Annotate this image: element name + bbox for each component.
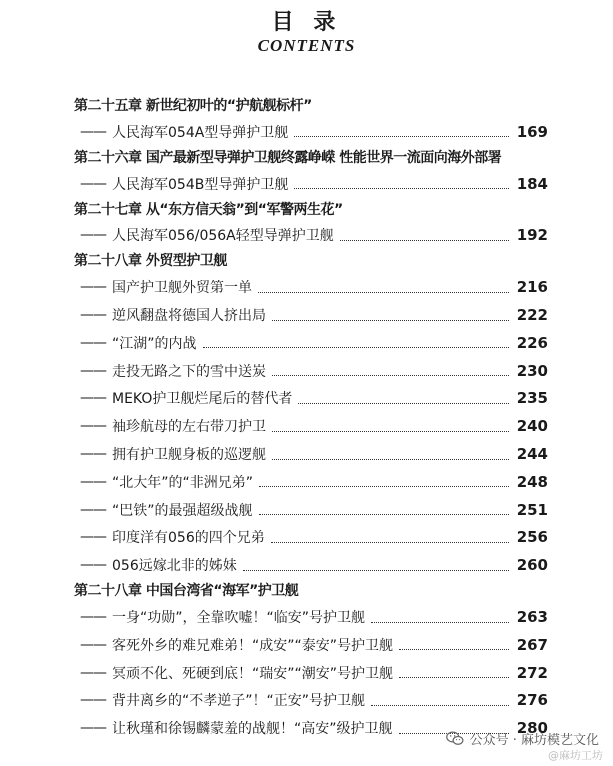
- page-title: 目 录: [271, 10, 342, 35]
- entry-title: 一身“功勋”，全靠吹嘘！“临安”号护卫舰: [112, 610, 366, 627]
- entry-dash: ——: [80, 446, 106, 463]
- entry-dash: ——: [80, 175, 106, 192]
- chapter-heading: 第二十八章 外贸型护卫舰: [74, 253, 227, 270]
- entry-title: 人民海军056/056A轻型导弹护卫舰: [112, 228, 334, 245]
- entry-dash: ——: [80, 362, 106, 379]
- entry-dash: ——: [80, 529, 106, 546]
- entry-dash: ——: [80, 390, 106, 407]
- dot-leader: [271, 542, 509, 543]
- dot-leader: [298, 403, 508, 404]
- dot-leader: [371, 705, 509, 706]
- dot-leader: [272, 459, 509, 460]
- dot-leader: [294, 136, 508, 137]
- page-number: 244: [516, 445, 548, 464]
- entry-title: 逆风翻盘将德国人挤出局: [112, 308, 266, 325]
- entry-dash: ——: [80, 279, 106, 296]
- entry-dash: ——: [80, 227, 106, 244]
- entry-dash: ——: [80, 501, 106, 518]
- page-number: 169: [516, 122, 548, 141]
- watermark-text: 公众号 · 麻坊模艺文化: [469, 733, 599, 748]
- toc-entry: [80, 468, 548, 496]
- watermark: [446, 729, 599, 748]
- entry-title: 人民海军054B型导弹护卫舰: [112, 176, 289, 193]
- page-number: 235: [516, 389, 548, 408]
- toc-entry: [80, 659, 548, 687]
- toc-entry: [80, 524, 548, 552]
- entry-title: MEKO护卫舰烂尾后的替代者: [112, 391, 293, 408]
- entry-title: 冥顽不化、死硬到底！“瑞安”“潮安”号护卫舰: [112, 665, 394, 682]
- entry-title: “北大年”的“非洲兄弟”: [112, 474, 254, 491]
- weibo-watermark: @麻坊工坊: [548, 749, 603, 762]
- toc-entry: [80, 273, 548, 301]
- chapter-heading: 第二十七章 从“东方信天翁”到“军警两生花”: [74, 201, 343, 218]
- dot-leader: [399, 677, 509, 678]
- page-number: 280: [516, 719, 548, 738]
- toc-entry: [80, 329, 548, 357]
- entry-title: 走投无路之下的雪中送炭: [112, 363, 266, 380]
- page-number: 240: [516, 417, 548, 436]
- page-number: 248: [516, 472, 548, 491]
- page-number: 226: [516, 333, 548, 352]
- toc-entry: [80, 118, 548, 146]
- page-number: 251: [516, 500, 548, 519]
- toc-entry: [80, 440, 548, 468]
- page-number: 230: [516, 361, 548, 380]
- page-number: 184: [516, 174, 548, 193]
- entry-title: 拥有护卫舰身板的巡逻舰: [112, 447, 266, 464]
- page-number: 216: [516, 278, 548, 297]
- entry-title: 袖珍航母的左右带刀护卫: [112, 419, 266, 436]
- entry-dash: ——: [80, 720, 106, 737]
- dot-leader: [294, 188, 508, 189]
- page-number: 272: [516, 663, 548, 682]
- entry-title: “江湖”的内战: [112, 335, 197, 352]
- entry-dash: ——: [80, 692, 106, 709]
- entry-title: 056远嫁北非的姊妹: [112, 558, 237, 575]
- page-number: 263: [516, 608, 548, 627]
- dot-leader: [399, 649, 509, 650]
- toc-entry: [80, 496, 548, 524]
- dot-leader: [340, 240, 509, 241]
- dot-leader: [371, 622, 509, 623]
- page-number: 192: [516, 226, 548, 245]
- toc-entry: [80, 385, 548, 413]
- toc-entry: [80, 412, 548, 440]
- toc-entry: [80, 631, 548, 659]
- page-number: 222: [516, 306, 548, 325]
- toc-entry: [80, 222, 548, 250]
- page-number: 260: [516, 556, 548, 575]
- page-number: 267: [516, 635, 548, 654]
- entry-dash: ——: [80, 473, 106, 490]
- wechat-icon: [446, 731, 464, 746]
- page-number: 276: [516, 691, 548, 710]
- entry-dash: ——: [80, 609, 106, 626]
- toc-entry: [80, 603, 548, 631]
- entry-dash: ——: [80, 334, 106, 351]
- entry-dash: ——: [80, 636, 106, 653]
- dot-leader: [272, 320, 509, 321]
- entry-title: 让秋瑾和徐锡麟蒙羞的战舰！“高安”级护卫舰: [112, 721, 393, 738]
- entry-title: 客死外乡的难兄难弟！“成安”“泰安”号护卫舰: [112, 637, 394, 654]
- page-number: 256: [516, 528, 548, 547]
- table-of-contents: [0, 94, 613, 742]
- entry-dash: ——: [80, 664, 106, 681]
- entry-dash: ——: [80, 307, 106, 324]
- dot-leader: [272, 375, 509, 376]
- entry-title: 背井离乡的“不孝逆子”！“正安”号护卫舰: [112, 693, 366, 710]
- toc-entry: [80, 357, 548, 385]
- entry-dash: ——: [80, 418, 106, 435]
- toc-entry: [80, 687, 548, 715]
- entry-dash: ——: [80, 123, 106, 140]
- toc-entry: [80, 301, 548, 329]
- dot-leader: [243, 570, 509, 571]
- chapter-heading: 第二十五章 新世纪初叶的“护航舰标杆”: [74, 98, 312, 114]
- dot-leader: [272, 431, 509, 432]
- entry-title: “巴铁”的最强超级战舰: [112, 502, 253, 519]
- entry-title: 人民海军054A型导弹护卫舰: [112, 124, 289, 141]
- toc-entry: [80, 551, 548, 579]
- toc-header: [0, 10, 613, 56]
- entry-dash: ——: [80, 557, 106, 574]
- page-subtitle: CONTENTS: [257, 36, 356, 55]
- dot-leader: [259, 486, 509, 487]
- dot-leader: [259, 514, 509, 515]
- dot-leader: [258, 292, 509, 293]
- entry-title: 印度洋有056的四个兄弟: [112, 530, 265, 547]
- chapter-heading: 第二十六章 国产最新型导弹护卫舰终露峥嵘 性能世界一流面向海外部署: [74, 149, 502, 166]
- dot-leader: [203, 347, 509, 348]
- entry-title: 国产护卫舰外贸第一单: [112, 280, 252, 297]
- toc-entry: [80, 170, 548, 198]
- chapter-heading: 第二十八章 中国台湾省“海军”护卫舰: [74, 583, 299, 600]
